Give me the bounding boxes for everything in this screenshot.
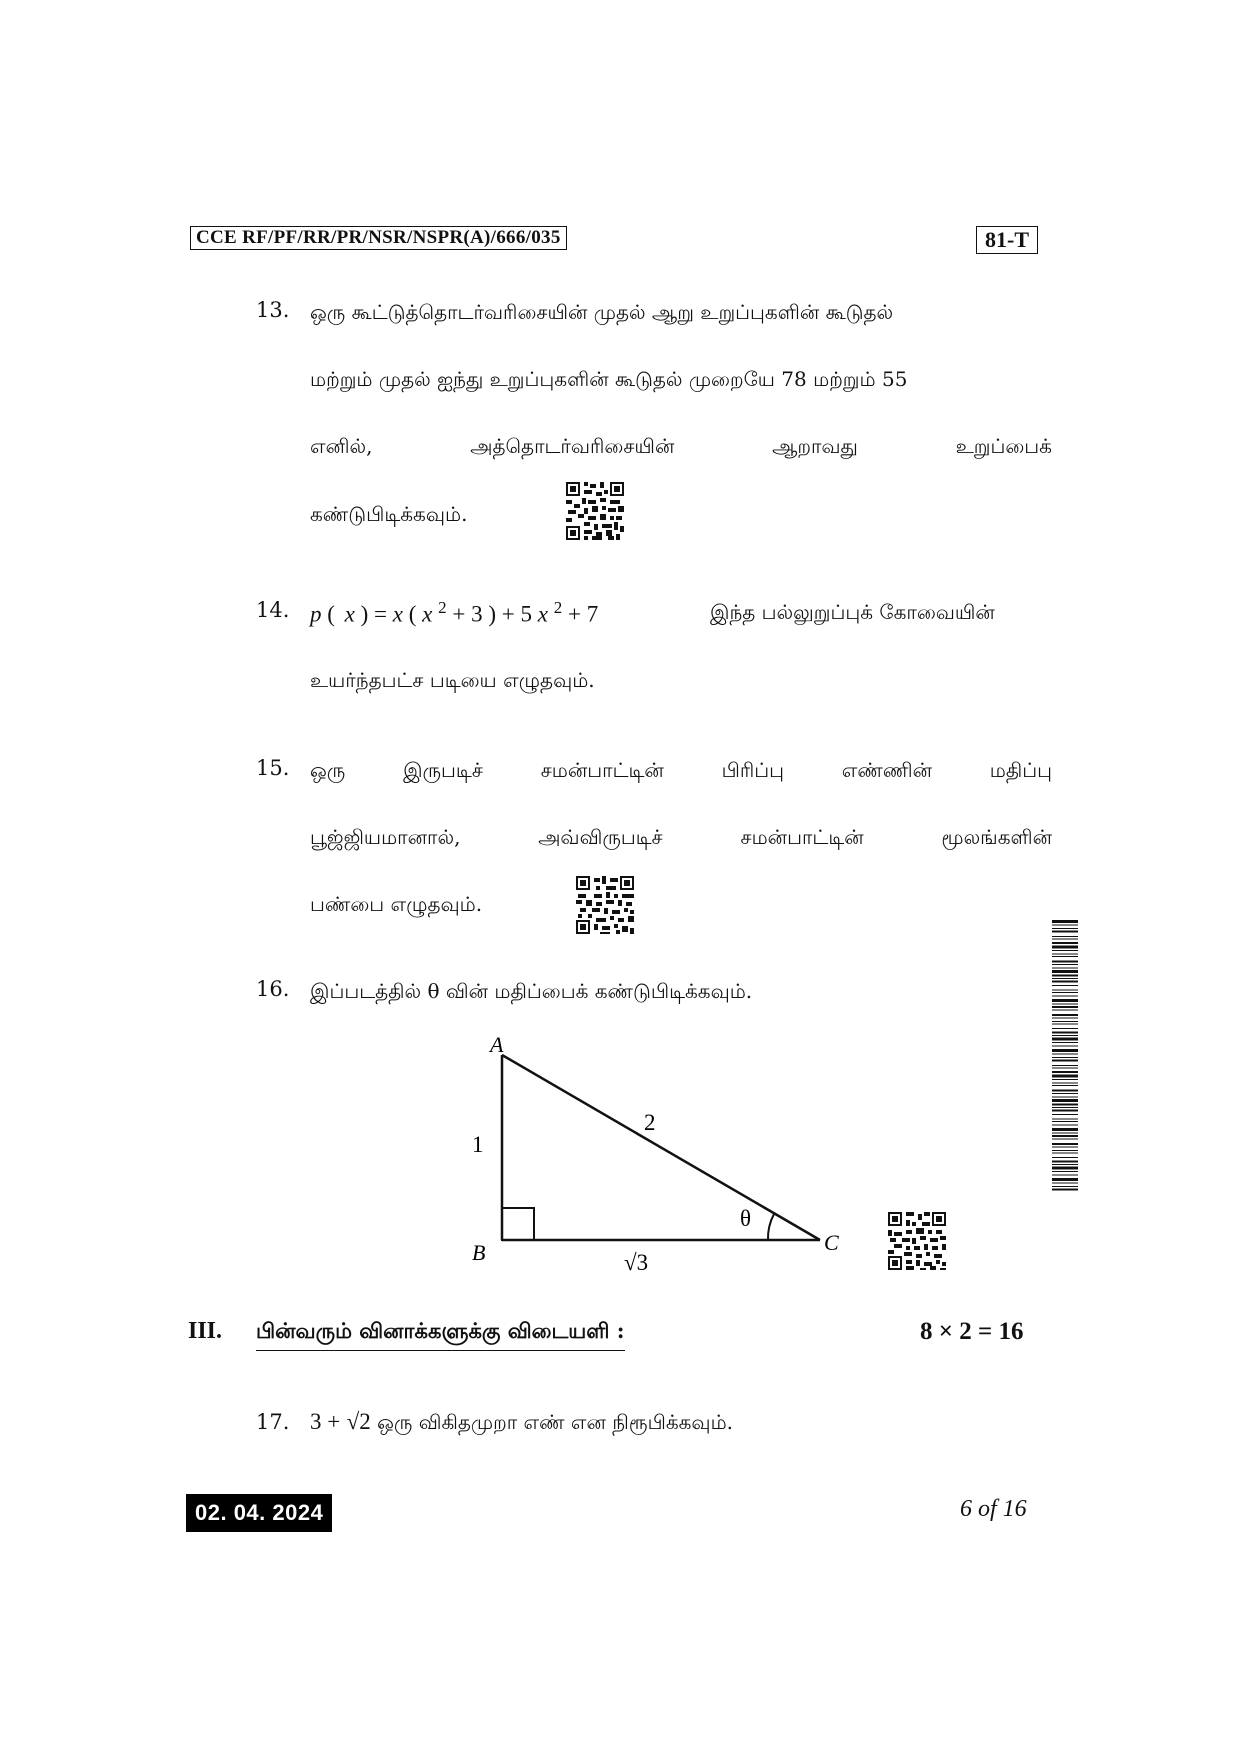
- q13-word: எனில்,: [310, 434, 373, 458]
- qr-code-icon: [566, 482, 624, 540]
- triangle-figure: [460, 1030, 880, 1290]
- side-ac-line: [502, 1055, 820, 1240]
- q13-line-2: மற்றும் முதல் ஐந்து உறுப்புகளின் கூடுதல் முறையே 78 மற்றும் 55: [310, 367, 908, 391]
- q15-line-2: [310, 823, 1052, 851]
- barcode-icon: [1052, 920, 1078, 1192]
- q14-expr-mid: + 3 ) + 5: [452, 601, 532, 627]
- q13-word: அத்தொடர்வரிசையின்: [470, 434, 675, 458]
- section-title: பின்வரும் வினாக்களுக்கு விடையளி :: [256, 1318, 625, 1351]
- vertex-a-label: A: [490, 1032, 504, 1057]
- q16-number: 16.: [256, 977, 290, 1001]
- q15-word: ஒரு: [310, 758, 346, 782]
- angle-arc: [768, 1214, 774, 1240]
- q13-number: 13.: [256, 298, 290, 322]
- q14-p: p: [310, 601, 322, 627]
- side-ab-label: 1: [472, 1132, 484, 1157]
- qr-code-icon: [576, 876, 634, 934]
- side-ac-label: 2: [644, 1110, 656, 1135]
- q14-number: 14.: [256, 598, 290, 622]
- q15-word: எண்ணின்: [841, 758, 932, 782]
- q14-line-2: உயர்ந்தபட்ச படியை எழுதவும்.: [310, 668, 595, 692]
- q16-text: இப்படத்தில் θ வின் மதிப்பைக் கண்டுபிடிக்கவும்.: [310, 979, 753, 1003]
- section-marks: 8 × 2 = 16: [920, 1318, 1024, 1345]
- q15-word: பூஜ்ஜியமானால்,: [310, 825, 461, 849]
- q17-radical: √2: [346, 1409, 371, 1434]
- exam-date: 02. 04. 2024: [186, 1494, 332, 1532]
- qr-code-icon: [888, 1212, 946, 1270]
- q14-exponent: 2: [553, 598, 563, 617]
- q14-exponent: 2: [438, 598, 447, 617]
- q14-expression: p ( x ) = x ( x $^2$ + 3 ) + 5 x $^2$ + 7: [310, 598, 599, 627]
- paper-code: 81-T: [976, 226, 1038, 254]
- q15-line-3: பண்பை எழுதவும்.: [310, 892, 483, 916]
- q15-word: இருபடிச்: [403, 758, 483, 782]
- angle-theta-label: θ: [740, 1206, 752, 1231]
- q15-word: பிரிப்பு: [721, 758, 784, 782]
- q15-word: சமன்பாட்டின்: [540, 758, 664, 782]
- q13-word: ஆறாவது: [772, 434, 858, 458]
- q13-line-3: [310, 432, 1052, 460]
- q15-number: 15.: [256, 756, 290, 780]
- section-number: III.: [188, 1318, 223, 1344]
- side-bc-label: √3: [624, 1250, 649, 1275]
- q15-word: மதிப்பு: [989, 758, 1052, 782]
- vertex-c-label: C: [824, 1230, 839, 1255]
- q14-x: x: [537, 601, 548, 627]
- page-number: 6 of 16: [960, 1496, 1027, 1522]
- q15-word: மூலங்களின்: [941, 825, 1052, 849]
- q15-word: அவ்விருபடிச்: [538, 825, 663, 849]
- q14-x: x: [422, 601, 433, 627]
- q13-line-1: ஒரு கூட்டுத்தொடர்வரிசையின் முதல் ஆறு உறுப்புகளின் கூடுதல்: [310, 300, 894, 324]
- q17-line: [310, 1408, 733, 1436]
- q13-word: உறுப்பைக்: [955, 434, 1052, 458]
- q17-text: ஒரு விகிதமுறா எண் என நிரூபிக்கவும்.: [377, 1410, 734, 1434]
- q14-x: x: [344, 601, 355, 627]
- q15-line-1: [310, 756, 1052, 784]
- q17-prefix: 3 +: [310, 1409, 341, 1434]
- q14-expr-end: + 7: [567, 601, 599, 627]
- q17-number: 17.: [256, 1410, 290, 1434]
- q14-x: x: [392, 601, 403, 627]
- vertex-b-label: B: [472, 1240, 486, 1265]
- exam-code: CCE RF/PF/RR/PR/NSR/NSPR(A)/666/035: [190, 226, 567, 250]
- q15-word: சமன்பாட்டின்: [740, 825, 864, 849]
- q14-line-1-text: இந்த பல்லுறுப்புக் கோவையின்: [710, 600, 995, 624]
- q13-line-4: கண்டுபிடிக்கவும்.: [310, 502, 468, 526]
- right-angle-marker: [502, 1208, 534, 1240]
